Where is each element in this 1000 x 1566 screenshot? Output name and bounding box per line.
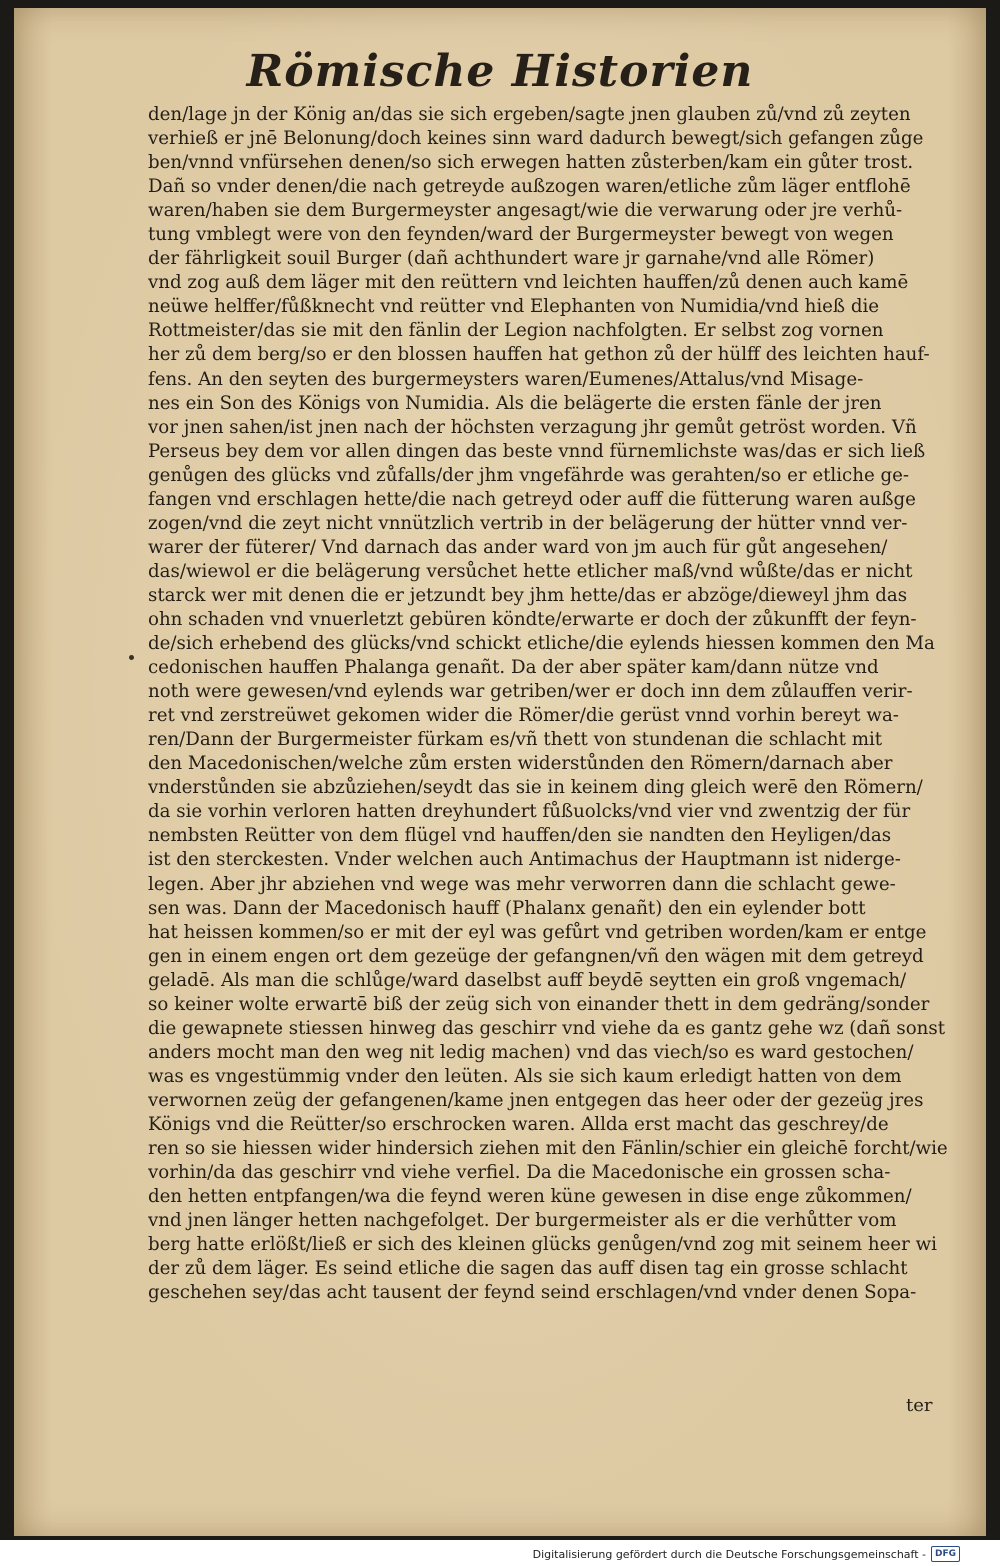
- text-line: vnderstůnden sie abzůziehen/seydt das sie in keinem ding gleich werē den Römern/: [148, 777, 923, 799]
- text-line: Dañ so vnder denen/die nach getreyde außzogen waren/etliche zům läger entflohē: [148, 176, 911, 198]
- text-line: berg hatte erlößt/ließ er sich des kleinen glücks genůgen/vnd zog mit seinem heer wi: [148, 1234, 937, 1256]
- text-line: de/sich erhebend des glücks/vnd schickt etliche/die eylends hiessen kommen den Ma: [148, 633, 935, 655]
- text-line: tung vmblegt were von den feynden/ward der Burgermeyster bewegt von wegen: [148, 224, 894, 246]
- text-line: nembsten Reütter von dem flügel vnd hauffen/den sie nandten den Heyligen/das: [148, 825, 892, 847]
- text-line: vnd jnen länger hetten nachgefolget. Der burgermeister als er die verhůtter vom: [148, 1210, 897, 1232]
- text-line: ohn schaden vnd vnuerletzt gebüren köndte/erwarte er doch der zůkunfft der feyn-: [148, 608, 917, 630]
- text-line: cedonischen hauffen Phalanga genañt. Da der aber später kam/dann nütze vnd: [148, 657, 879, 679]
- page-title: Römische Historien: [246, 46, 754, 97]
- text-line: so keiner wolte erwartē biß der zeüg sich von einander thett in dem gedräng/sonder: [148, 993, 930, 1015]
- margin-mark: [129, 655, 134, 660]
- text-line: legen. Aber jhr abziehen vnd wege was mehr verworren dann die schlacht gewe-: [148, 873, 896, 895]
- text-line: Rottmeister/das sie mit den fänlin der Legion nachfolgten. Er selbst zog vornen: [148, 320, 884, 342]
- text-line: Königs vnd die Reütter/so erschrocken waren. Allda erst macht das geschrey/de: [148, 1113, 889, 1135]
- text-line: hat heissen kommen/so er mit der eyl was gefůrt vnd getriben worden/kam er entge: [148, 921, 927, 943]
- text-line: die gewapnete stiessen hinweg das geschirr vnd viehe da es gantz gehe wz (dañ sonst: [148, 1017, 946, 1039]
- text-line: ist den sterckesten. Vnder welchen auch Antimachus der Hauptmann ist niderge-: [148, 849, 901, 871]
- text-line: starck wer mit denen die er jetzundt bey jhm hette/das er abzöge/dieweyl jhm das: [148, 584, 908, 606]
- text-line: den hetten entpfangen/wa die feynd weren küne gewesen in dise enge zůkommen/: [148, 1186, 912, 1208]
- text-line: ren/Dann der Burgermeister fürkam es/vñ thett von stundenan die schlacht mit: [148, 729, 883, 751]
- text-line: das/wiewol er die belägerung versůchet hette etlicher maß/vnd wůßte/das er nicht: [148, 560, 913, 582]
- text-line: verhieß er jnē Belonung/doch keines sinn ward dadurch bewegt/sich gefangen zůge: [148, 128, 924, 150]
- text-line: ben/vnnd vnfürsehen denen/so sich erwegen hatten zůsterben/kam ein gůter trost.: [148, 152, 914, 174]
- text-line: den/lage jn der König an/das sie sich ergeben/sagte jnen glauben zů/vnd zů zeyten: [148, 104, 911, 125]
- body-text: [148, 103, 954, 1305]
- text-line: waren/haben sie dem Burgermeyster angesagt/wie die verwarung oder jre verhů-: [148, 200, 903, 222]
- text-line: vor jnen sahen/ist jnen nach der höchsten verzagung jhr gemůt getröst worden. Vñ: [148, 416, 917, 438]
- text-line: her zů dem berg/so er den blossen hauffen hat gethon zů der hülff des leichten hauf-: [148, 344, 930, 366]
- text-line: verwornen zeüg der gefangenen/kame jnen entgegen das heer oder der gezeüg jres: [148, 1089, 924, 1111]
- text-line: fens. An den seyten des burgermeysters waren/Eumenes/Attalus/vnd Misage-: [148, 368, 864, 390]
- text-line: den Macedonischen/welche zům ersten widerstůnden den Römern/darnach aber: [148, 753, 893, 775]
- text-line: sen was. Dann der Macedonisch hauff (Phalanx genañt) den ein eylender bott: [148, 897, 866, 919]
- dfg-logo: DFG: [931, 1546, 960, 1562]
- footer-text: Digitalisierung gefördert durch die Deutsche Forschungsgemeinschaft -: [532, 1547, 926, 1561]
- text-line: fangen vnd erschlagen hette/die nach getreyd oder auff die fütterung waren außge: [148, 488, 916, 510]
- text-line: geladē. Als man die schlůge/ward daselbst auff beydē seytten ein groß vngemach/: [148, 969, 907, 991]
- text-line: ret vnd zerstreüwet gekomen wider die Römer/die gerüst vnnd vorhin bereyt wa-: [148, 705, 899, 727]
- text-line: geschehen sey/das acht tausent der feynd seind erschlagen/vnd vnder denen Sopa-: [148, 1282, 917, 1304]
- text-line: neüwe helffer/fůßknecht vnd reütter vnd Elephanten von Numidia/vnd hieß die: [148, 296, 880, 318]
- text-line: Perseus bey dem vor allen dingen das beste vnnd fürnemlichste was/das er sich ließ: [148, 440, 926, 462]
- text-line: der fährligkeit souil Burger (dañ achthundert ware jr garnahe/vnd alle Römer): [148, 248, 875, 270]
- footer-credit: [533, 1546, 960, 1562]
- text-line: da sie vorhin verloren hatten dreyhundert fůßuolcks/vnd vier vnd zwentzig der für: [148, 801, 911, 823]
- text-line: was es vngestümmig vnder den leüten. Als sie sich kaum erledigt hatten von dem: [148, 1065, 902, 1087]
- catchword: ter: [906, 1395, 933, 1416]
- text-line: zogen/vnd die zeyt nicht vnnützlich vertrib in der belägerung der hütter vnnd ver-: [148, 512, 908, 534]
- text-line: vorhin/da das geschirr vnd viehe verfiel. Da die Macedonische ein grossen scha-: [148, 1162, 891, 1184]
- text-line: nes ein Son des Königs von Numidia. Als die belägerte die ersten fänle der jren: [148, 392, 882, 414]
- text-line: der zů dem läger. Es seind etliche die sagen das auff disen tag ein grosse schlacht: [148, 1258, 908, 1280]
- text-line: noth were gewesen/vnd eylends war getriben/wer er doch inn dem zůlauffen verir-: [148, 681, 913, 703]
- text-line: vnd zog auß dem läger mit den reüttern vnd leichten hauffen/zů denen auch kamē: [148, 272, 909, 294]
- text-line: ren so sie hiessen wider hindersich ziehen mit den Fänlin/schier ein gleichē forcht/wie: [148, 1138, 948, 1160]
- text-line: warer der füterer/ Vnd darnach das ander ward von jm auch für gůt angesehen/: [148, 536, 888, 558]
- text-line: genůgen des glücks vnd zůfalls/der jhm vngefährde was gerahten/so er etliche ge-: [148, 464, 910, 486]
- text-line: gen in einem engen ort dem gezeüge der gefangnen/vñ den wägen mit dem getreyd: [148, 945, 924, 967]
- text-line: anders mocht man den weg nit ledig machen) vnd das viech/so es ward gestochen/: [148, 1041, 914, 1063]
